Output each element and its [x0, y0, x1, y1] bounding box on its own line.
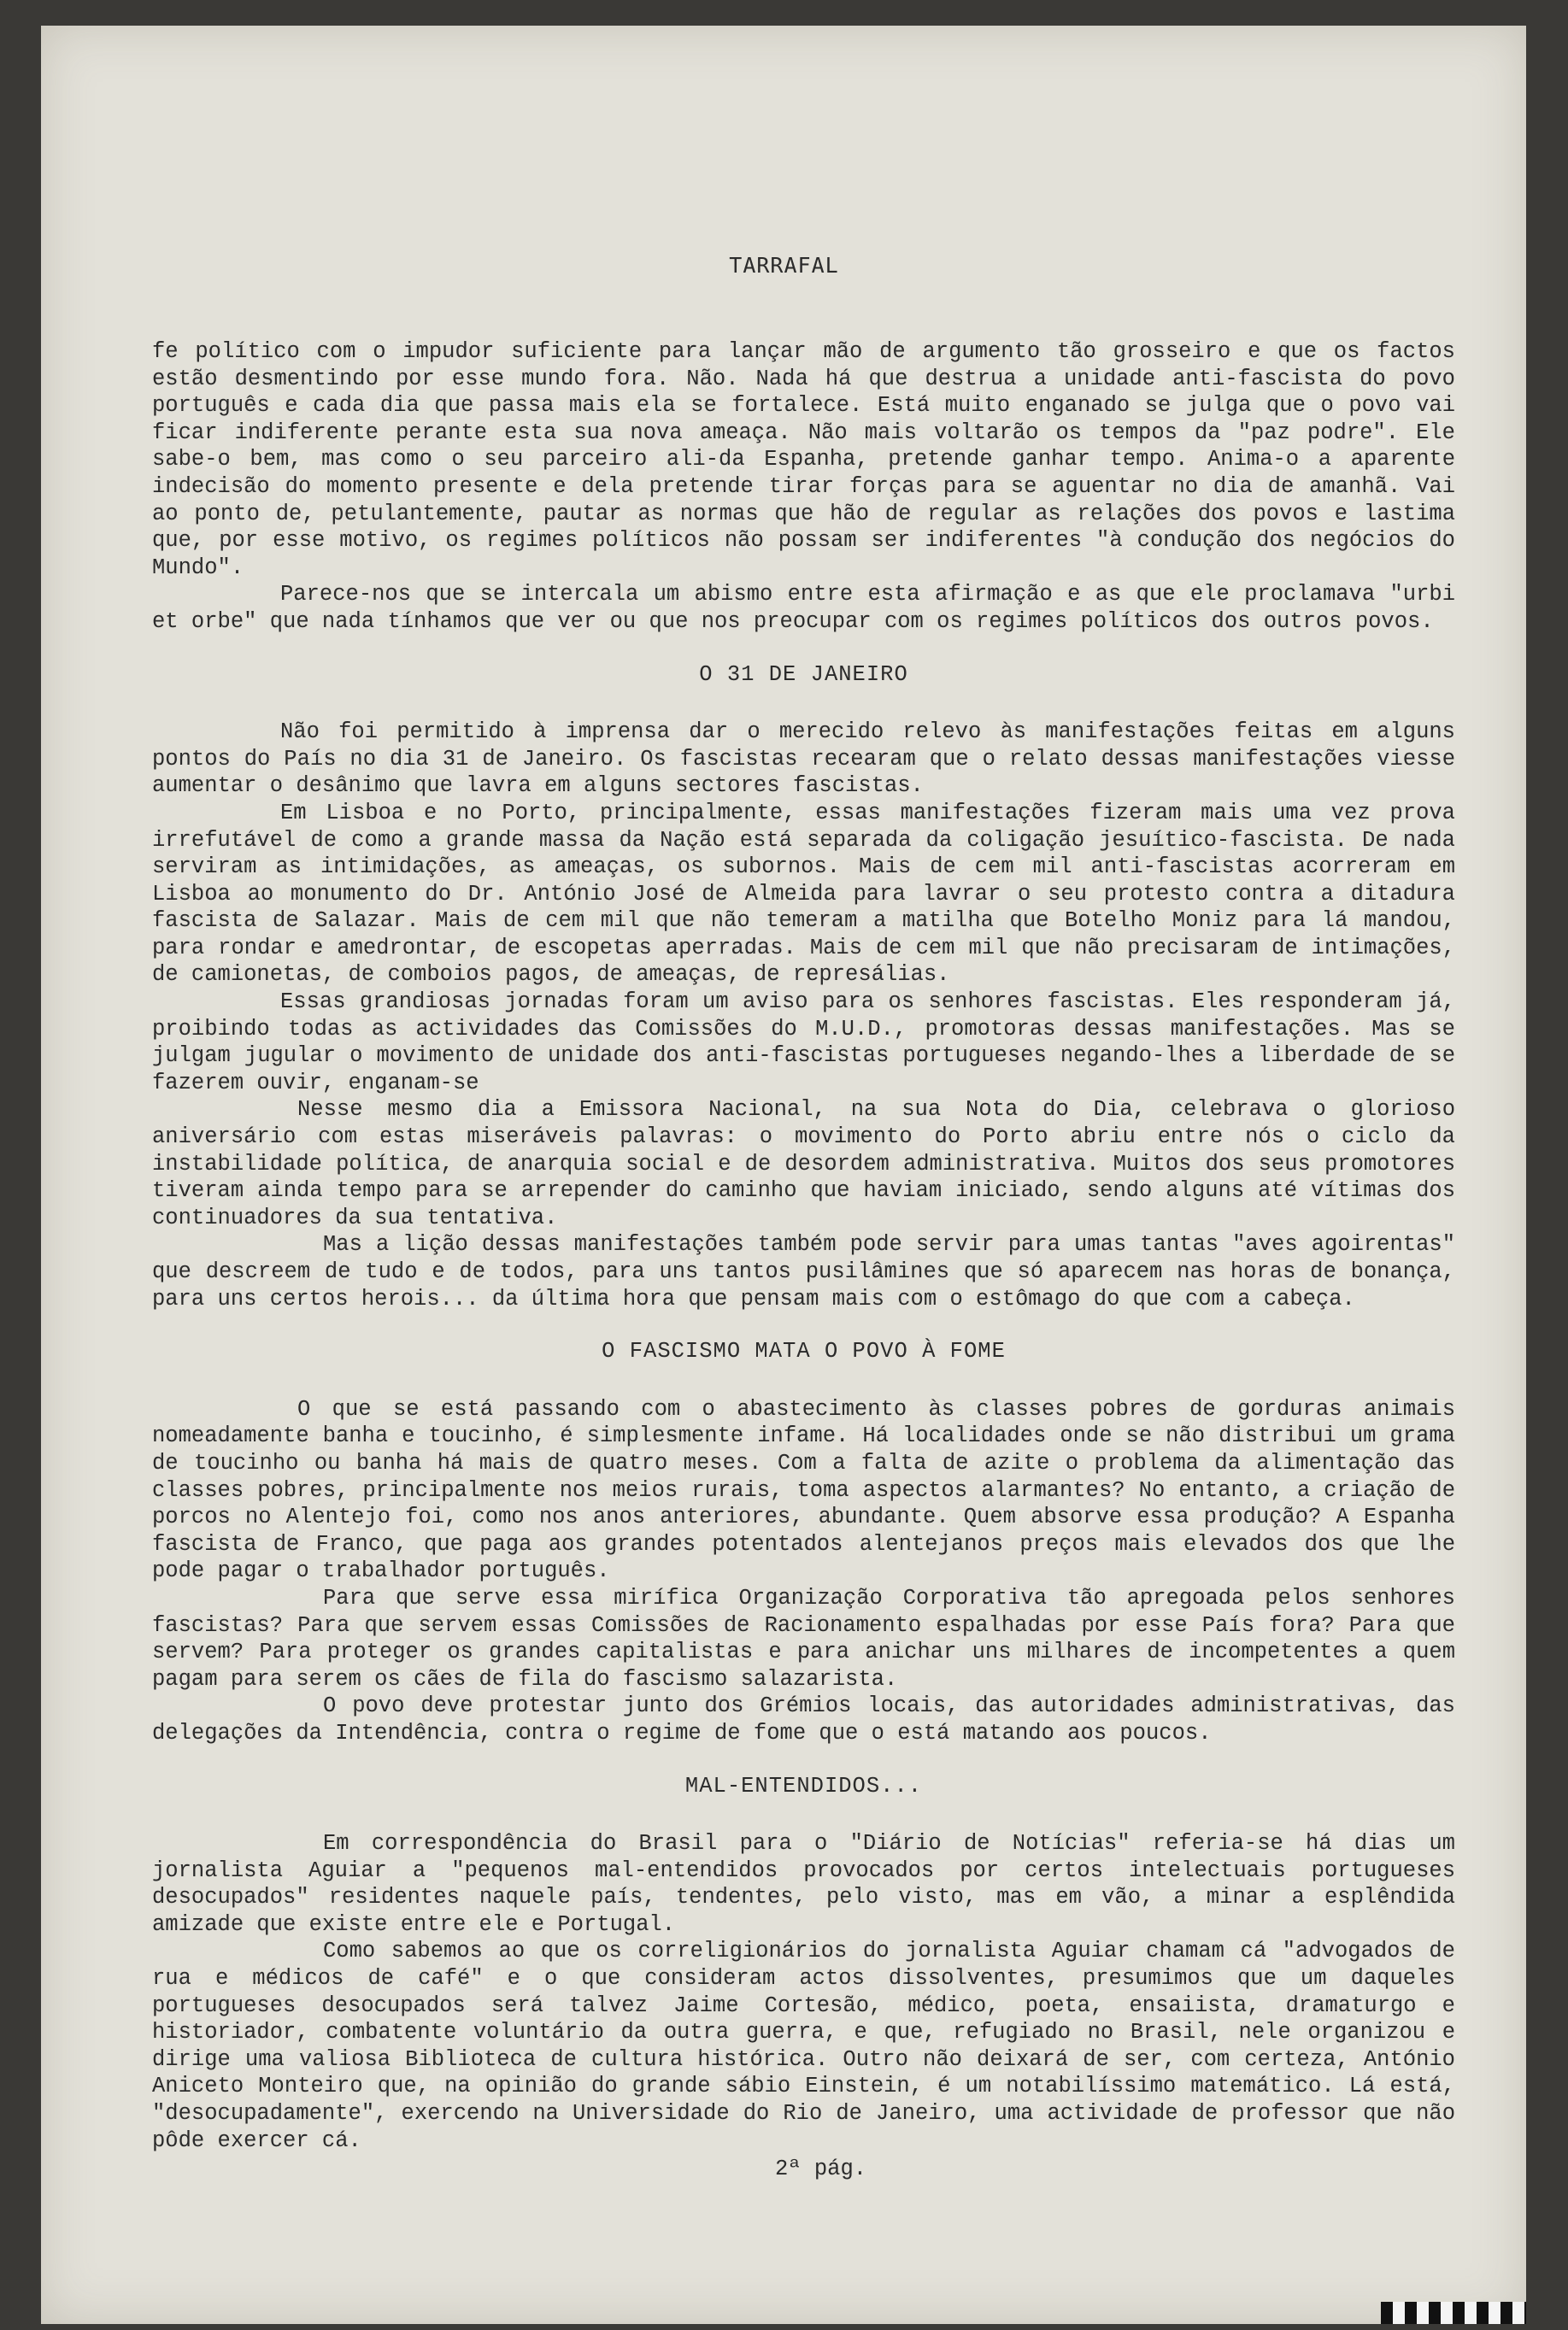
color-scale-ruler	[1381, 2302, 1526, 2324]
section1-paragraph-2: Em Lisboa e no Porto, principalmente, essas manifestações fizeram mais uma vez prova irrefutável de como a grande massa da Nação está separada da coligação jesuítico-fascista. De nada serviram as intimidações, as ameaças, os subornos. Mais de cem mil anti-fascistas acorreram em Lisboa ao monumento do Dr. António José de Almeida para lavrar o seu protesto contra a ditadura fascista de Salazar. Mais de cem mil que não temeram a matilha que Botelho Moniz para lá mandou, para rondar e amedrontar, de escopetas aperradas. Mais de cem mil que não precisaram de intimações, de camionetas, de comboios pagos, de ameaças, de represálias.	[152, 800, 1455, 988]
intro-paragraph-2: Parece-nos que se intercala um abismo entre esta afirmação e as que ele proclamava "urbi et orbe" que nada tínhamos que ver ou que nos preocupar com os regimes políticos dos outros povos.	[152, 582, 1455, 634]
section-title-mal-entendidos: MAL-ENTENDIDOS...	[684, 1773, 923, 1799]
section1-paragraph-3: Essas grandiosas jornadas foram um aviso para os senhores fascistas. Eles responderam já, proibindo todas as actividades das Comissões do M.U.D., promotoras dessas manifestações. Mas se julgam jugular o movimento de unidade dos anti-fascistas portugueses negando-lhes a liberdade de se fazerem ouvir, enganam-se	[152, 989, 1455, 1095]
intro-paragraph-1: fe político com o impudor suficiente para lançar mão de argumento tão grosseiro e que os factos estão desmentindo por esse mundo fora. Não. Nada há que destrua a unidade anti-fascista do povo português e cada dia que passa mais ela se fortalece. Está muito enganado se julga que o povo vai ficar indiferente perante esta sua nova ameaça. Não mais voltarão os tempos da "paz podre". Ele sabe-o bem, mas como o seu parceiro ali-da Espanha, pretende ganhar tempo. Anima-o a aparente indecisão do momento presente e dela pretende tirar forças para se aguentar no dia de amanhã. Vai ao ponto de, petulantemente, pautar as normas que hão de regular as relações dos povos e lastima que, por esse motivo, os regimes políticos não possam ser indiferentes "à condução dos negócios do Mundo".	[152, 339, 1455, 580]
document-body	[152, 338, 1455, 2183]
section-title-31-janeiro: O 31 DE JANEIRO	[699, 661, 908, 687]
section2-paragraph-2: Para que serve essa mirífica Organização Corporativa tão apregoada pelos senhores fascistas? Para que servem essas Comissões de Racionamento espalhadas por esse País fora? Para que servem? Para proteger os grandes capitalistas e para anichar uns milhares de incompetentes a quem pagam para serem os cães de fila do fascismo salazarista.	[152, 1585, 1455, 1692]
section1-paragraph-1: Não foi permitido à imprensa dar o merecido relevo às manifestações feitas em alguns pontos do País no dia 31 de Janeiro. Os fascistas recearam que o relato dessas manifestações viesse aumentar o desânimo que lavra em alguns sectores fascistas.	[152, 719, 1455, 799]
section1-paragraph-4: Nesse mesmo dia a Emissora Nacional, na sua Nota do Dia, celebrava o glorioso aniversário com estas miseráveis palavras: o movimento do Porto abriu entre nós o ciclo da instabilidade política, de anarquia social e de desordem administrativa. Muitos dos seus promotores tiveram ainda tempo para se arrepender do caminho que haviam iniciado, sendo alguns até vítimas dos continuadores da sua tentativa.	[152, 1097, 1455, 1230]
section-title-fascismo-fome: O FASCISMO MATA O POVO À FOME	[602, 1339, 1006, 1365]
section2-paragraph-3: O povo deve protestar junto dos Grémios locais, das autoridades administrativas, das delegações da Intendência, contra o regime de fome que o está matando aos poucos.	[152, 1693, 1455, 1746]
section3-paragraph-2: Como sabemos ao que os correligionários do jornalista Aguiar chamam cá "advogados de rua e médicos de café" e o que consideram actos dissolventes, presumimos que um daqueles portugueses desocupados será talvez Jaime Cortesão, médico, poeta, ensaiista, dramaturgo e historiador, combatente voluntário da outra guerra, e que, refugiado no Brasil, nele organizou e dirige uma valiosa Biblioteca de cultura histórica. Outro não deixará de ser, com certeza, António Aniceto Monteiro que, na opinião do grande sábio Einstein, é um notabilíssimo matemático. Lá está, "desocupadamente", exercendo na Universidade do Rio de Janeiro, uma actividade de professor que não pôde exercer cá.	[152, 1939, 1455, 2153]
page-number: 2ª pág.	[774, 2157, 867, 2182]
page-header: TARRAFAL	[729, 253, 839, 278]
section2-paragraph-1: O que se está passando com o abastecimento às classes pobres de gorduras animais nomeadamente banha e toucinho, é simplesmente infame. Há localidades onde se não distribui um grama de toucinho ou banha há mais de quatro meses. Com a falta de azite o problema da alimentação das classes pobres, principalmente nos meios rurais, toma aspectos alarmantes? No entanto, a criação de porcos no Alentejo foi, como nos anos anteriores, abundante. Quem absorve essa produção? A Espanha fascista de Franco, que paga aos grandes potentados alentejanos preços mais elevados dos que lhe pode pagar o trabalhador português.	[152, 1396, 1455, 1584]
section1-paragraph-5: Mas a lição dessas manifestações também pode servir para umas tantas "aves agoirentas" que descreem de tudo e de todos, para uns tantos pusilâmines que só aparecem nas horas de bonança, para uns certos herois... da última hora que pensam mais com o estômago do que com a cabeça.	[152, 1232, 1455, 1312]
section3-paragraph-1: Em correspondência do Brasil para o "Diário de Notícias" referia-se há dias um jornalista Aguiar a "pequenos mal-entendidos provocados por certos intelectuais portugueses desocupados" residentes naquele país, tendentes, pelo visto, mas em vão, a minar a esplêndida amizade que existe entre ele e Portugal.	[152, 1831, 1455, 1937]
